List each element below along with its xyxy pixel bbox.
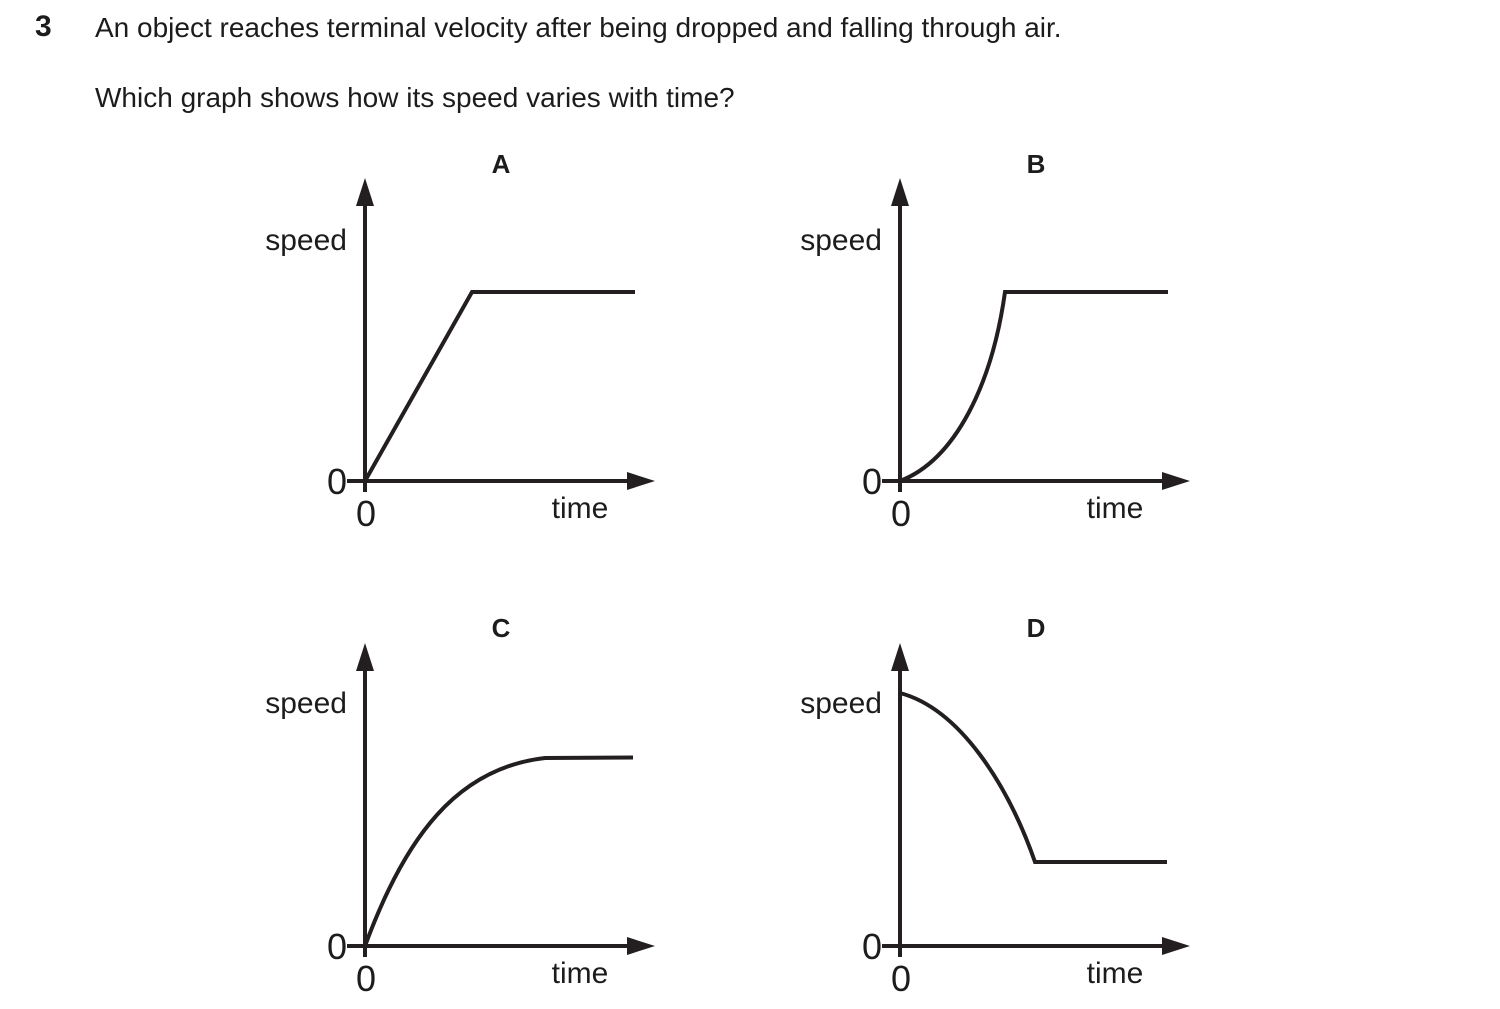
graph-b-yaxis-zero: 0: [861, 461, 882, 502]
graph-option-d: [740, 605, 1220, 1009]
graph-d-xlabel: time: [1086, 957, 1144, 990]
graph-b-ylabel: speed: [800, 224, 882, 257]
graph-d-x-axis-arrow-icon: [1162, 937, 1190, 955]
graph-option-a: [205, 140, 685, 550]
graph-c-xlabel: time: [551, 957, 609, 990]
graph-b-label: B: [1026, 149, 1046, 179]
graph-d-speed-curve: [900, 693, 1167, 862]
graph-a-y-axis-arrow-icon: [356, 178, 374, 206]
question-number: 3: [35, 10, 52, 43]
graph-b-speed-curve: [900, 292, 1168, 481]
graph-a-label: A: [491, 149, 511, 179]
graph-c-label: C: [491, 613, 511, 643]
graph-c-xaxis-zero: 0: [355, 958, 377, 999]
question-text-line2: Which graph shows how its speed varies with time?: [95, 82, 735, 113]
graph-c-ylabel: speed: [265, 687, 347, 720]
graph-a-xaxis-zero: 0: [355, 493, 377, 534]
graph-d-yaxis-zero: 0: [861, 926, 882, 967]
graph-a-yaxis-zero: 0: [326, 461, 347, 502]
graph-a-speed-curve: [365, 292, 635, 481]
graph-c-yaxis-zero: 0: [326, 926, 347, 967]
graph-c-y-axis-arrow-icon: [356, 643, 374, 671]
graph-option-c: [205, 605, 685, 1009]
graph-d-ylabel: speed: [800, 687, 882, 720]
graph-d-label: D: [1026, 613, 1046, 643]
graph-option-b: [740, 140, 1220, 550]
graph-d-xaxis-zero: 0: [890, 958, 912, 999]
graph-b-x-axis-arrow-icon: [1162, 472, 1190, 490]
graph-c-x-axis-arrow-icon: [627, 937, 655, 955]
graph-a-ylabel: speed: [265, 224, 347, 257]
graph-a-x-axis-arrow-icon: [627, 472, 655, 490]
question-text-line1: An object reaches terminal velocity after being dropped and falling through air.: [95, 12, 1062, 43]
graph-a-xlabel: time: [551, 492, 609, 525]
graph-b-xaxis-zero: 0: [890, 493, 912, 534]
graph-b-y-axis-arrow-icon: [891, 178, 909, 206]
graph-c-speed-curve: [365, 758, 633, 947]
graph-b-xlabel: time: [1086, 492, 1144, 525]
graph-d-y-axis-arrow-icon: [891, 643, 909, 671]
